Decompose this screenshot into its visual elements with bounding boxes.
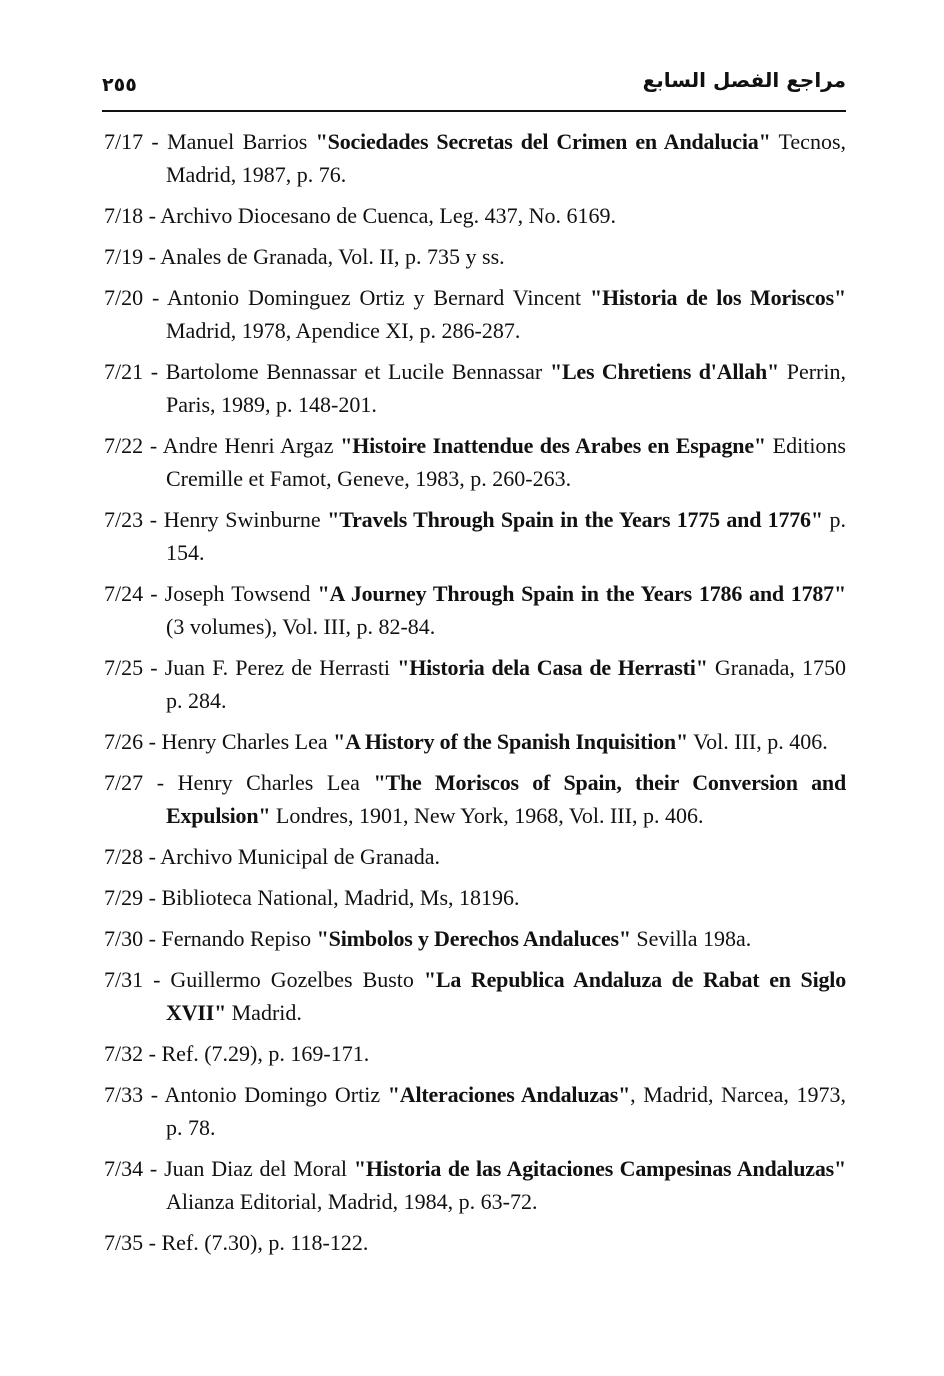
reference-number: 7/25 — [104, 655, 144, 680]
reference-list — [104, 125, 846, 1267]
reference-details: Madrid. — [226, 1000, 302, 1025]
reference-title: "Travels Through Spain in the Years 1775 and 1776" — [327, 507, 823, 532]
reference-number: 7/18 — [104, 203, 144, 228]
reference-number: 7/21 — [104, 359, 144, 384]
reference-text: Henry Swinburne — [163, 507, 328, 532]
reference-item: 7/18 - Archivo Diocesano de Cuenca, Leg. 437, No. 6169. — [104, 203, 617, 228]
reference-text: Ref. (7.29), p. 169-171. — [161, 1041, 370, 1066]
reference-number: 7/31 — [104, 967, 144, 992]
reference-item: 7/22 - Andre Henri Argaz "Histoire Inattendue des Arabes en Espagne" Editions Cremille et Famot, Geneve, 1983, p. 260-263. — [104, 433, 846, 491]
reference-title: "Historia dela Casa de Herrasti" — [397, 655, 708, 680]
reference-title: "A History of the Spanish Inquisition" — [333, 729, 688, 754]
header-rule — [102, 110, 846, 112]
reference-details: , Madrid, Narcea, 1973, p. 78. — [166, 1082, 846, 1140]
reference-item: 7/34 - Juan Diaz del Moral "Historia de las Agitaciones Campesinas Andaluzas" Alianza Editorial, Madrid, 1984, p. 63-72. — [104, 1156, 846, 1214]
reference-title: "A Journey Through Spain in the Years 1786 and 1787" — [317, 581, 846, 606]
reference-details: Perrin, Paris, 1989, p. 148-201. — [166, 359, 846, 417]
reference-details: p. 154. — [166, 507, 847, 565]
reference-number: 7/22 — [104, 433, 144, 458]
reference-item: 7/17 - Manuel Barrios "Sociedades Secretas del Crimen en Andalucia" Tecnos, Madrid, 1987, p. 76. — [104, 129, 847, 187]
reference-number: 7/29 — [104, 885, 144, 910]
reference-number: 7/20 — [104, 285, 144, 310]
reference-item: 7/33 - Antonio Domingo Ortiz "Alteraciones Andaluzas", Madrid, Narcea, 1973, p. 78. — [104, 1082, 846, 1140]
reference-text: Manuel Barrios — [167, 129, 316, 154]
reference-text: Bartolome Bennassar et Lucile Bennassar — [165, 359, 550, 384]
reference-number: 7/34 — [104, 1156, 144, 1181]
reference-text: Antonio Dominguez Ortiz y Bernard Vincent — [166, 285, 590, 310]
reference-item: 7/29 - Biblioteca National, Madrid, Ms, 18196. — [104, 885, 520, 910]
reference-number: 7/26 — [104, 729, 144, 754]
reference-details: Granada, 1750 p. 284. — [166, 655, 846, 713]
reference-item: 7/21 - Bartolome Bennassar et Lucile Bennassar "Les Chretiens d'Allah" Perrin, Paris, 1989, p. 148-201. — [104, 359, 846, 417]
reference-item: 7/32 - Ref. (7.29), p. 169-171. — [104, 1041, 370, 1066]
page-header — [102, 66, 846, 112]
reference-item: 7/28 - Archivo Municipal de Granada. — [104, 844, 441, 869]
reference-number: 7/24 — [104, 581, 144, 606]
reference-text: Biblioteca National, Madrid, Ms, 18196. — [161, 885, 520, 910]
reference-title: "Alteraciones Andaluzas" — [387, 1082, 631, 1107]
reference-text: Henry Charles Lea — [161, 729, 334, 754]
reference-item: 7/30 - Fernando Repiso "Simbolos y Derechos Andaluces" Sevilla 198a. — [104, 926, 752, 951]
reference-number: 7/33 — [104, 1082, 144, 1107]
reference-text: Juan F. Perez de Herrasti — [164, 655, 398, 680]
reference-text: Archivo Municipal de Granada. — [160, 844, 441, 869]
reference-title: "Historia de los Moriscos" — [589, 285, 846, 310]
reference-details: Madrid, 1978, Apendice XI, p. 286-287. — [166, 318, 521, 343]
reference-details: Alianza Editorial, Madrid, 1984, p. 63-72. — [166, 1189, 538, 1214]
reference-number: 7/27 — [104, 770, 144, 795]
reference-text: Fernando Repiso — [161, 926, 317, 951]
reference-number: 7/30 — [104, 926, 144, 951]
reference-item: 7/25 - Juan F. Perez de Herrasti "Historia dela Casa de Herrasti" Granada, 1750 p. 284. — [104, 655, 846, 713]
reference-title: "Simbolos y Derechos Andaluces" — [316, 926, 631, 951]
reference-text: Andre Henri Argaz — [162, 433, 341, 458]
reference-details: Sevilla 198a. — [630, 926, 752, 951]
reference-text: Joseph Towsend — [164, 581, 318, 606]
reference-details: Editions Cremille et Famot, Geneve, 1983, p. 260-263. — [166, 433, 846, 491]
reference-number: 7/23 — [104, 507, 144, 532]
reference-number: 7/35 — [104, 1230, 144, 1255]
reference-item: 7/24 - Joseph Towsend "A Journey Through Spain in the Years 1786 and 1787" (3 volumes), Vol. III, p. 82-84. — [104, 581, 846, 639]
reference-title: "La Republica Andaluza de Rabat en Siglo XVII" — [166, 967, 847, 1025]
reference-text: Antonio Domingo Ortiz — [164, 1082, 388, 1107]
reference-text: Anales de Granada, Vol. II, p. 735 y ss. — [160, 244, 505, 269]
reference-title: "The Moriscos of Spain, their Conversion and Expulsion" — [166, 770, 846, 828]
reference-text: Guillermo Gozelbes Busto — [170, 967, 424, 992]
reference-number: 7/19 — [104, 244, 144, 269]
reference-text: Ref. (7.30), p. 118-122. — [161, 1230, 369, 1255]
reference-number: 7/32 — [104, 1041, 144, 1066]
reference-item: 7/23 - Henry Swinburne "Travels Through Spain in the Years 1775 and 1776" p. 154. — [104, 507, 847, 565]
page-number: ٢٥٥ — [102, 74, 137, 96]
reference-item: 7/26 - Henry Charles Lea "A History of the Spanish Inquisition" Vol. III, p. 406. — [104, 729, 828, 754]
reference-item: 7/20 - Antonio Dominguez Ortiz y Bernard Vincent "Historia de los Moriscos" Madrid, 1978, Apendice XI, p. 286-287. — [104, 285, 846, 343]
reference-details: Londres, 1901, New York, 1968, Vol. III, p. 406. — [270, 803, 704, 828]
reference-item: 7/27 - Henry Charles Lea "The Moriscos of Spain, their Conversion and Expulsion" Londres, 1901, New York, 1968, Vol. III, p. 406. — [104, 770, 846, 828]
reference-number: 7/28 — [104, 844, 144, 869]
running-title: مراجع الفصل السابع — [642, 68, 846, 92]
reference-details: Vol. III, p. 406. — [687, 729, 828, 754]
reference-number: 7/17 — [104, 129, 144, 154]
reference-title: "Les Chretiens d'Allah" — [549, 359, 780, 384]
reference-details: (3 volumes), Vol. III, p. 82-84. — [166, 614, 436, 639]
reference-item: 7/19 - Anales de Granada, Vol. II, p. 735 y ss. — [104, 244, 505, 269]
reference-title: "Sociedades Secretas del Crimen en Andalucia" — [315, 129, 771, 154]
reference-text: Henry Charles Lea — [177, 770, 374, 795]
reference-text: Archivo Diocesano de Cuenca, Leg. 437, No. 6169. — [160, 203, 617, 228]
reference-text: Juan Diaz del Moral — [164, 1156, 354, 1181]
reference-details: Tecnos, Madrid, 1987, p. 76. — [166, 129, 847, 187]
reference-item: 7/35 - Ref. (7.30), p. 118-122. — [104, 1230, 369, 1255]
reference-title: "Histoire Inattendue des Arabes en Espagne" — [340, 433, 766, 458]
reference-title: "Historia de las Agitaciones Campesinas Andaluzas" — [353, 1156, 846, 1181]
reference-item: 7/31 - Guillermo Gozelbes Busto "La Republica Andaluza de Rabat en Siglo XVII" Madrid. — [104, 967, 847, 1025]
